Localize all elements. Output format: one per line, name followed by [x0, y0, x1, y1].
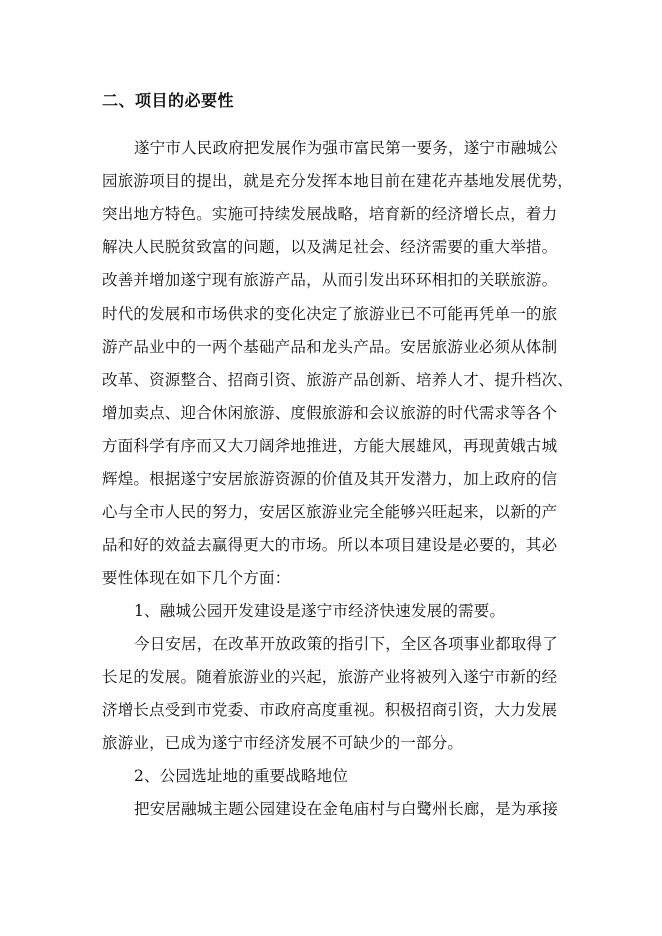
paragraph-line: 游产品业中的一两个基础产品和龙头产品。安居旅游业必须从体制 — [102, 338, 558, 356]
paragraph-line: 济增长点受到市党委、市政府高度重视。积极招商引资，大力发展 — [102, 701, 558, 719]
paragraph-line: 遂宁市人民政府把发展作为强市富民第一要务，遂宁市融城公 — [134, 139, 558, 157]
paragraph-line: 改革、资源整合、招商引资、旅游产品创新、培养人才、提升档次、 — [102, 371, 574, 389]
paragraph-line: 长足的发展。随着旅游业的兴起，旅游产业将被列入遂宁市新的经 — [102, 668, 558, 686]
paragraph-line: 突出地方特色。实施可持续发展战略，培育新的经济增长点，着力 — [102, 205, 558, 223]
paragraph-line: 今日安居，在改革开放政策的指引下，全区各项事业都取得了 — [134, 635, 558, 653]
paragraph-line: 要性体现在如下几个方面： — [102, 569, 291, 587]
list-item-heading: 2、公园选址地的重要战略地位 — [134, 767, 349, 785]
paragraph-line: 辉煌。根据遂宁安居旅游资源的价值及其开发潜力，加上政府的信 — [102, 470, 558, 488]
paragraph-line: 方面科学有序而又大刀阔斧地推进，方能大展雄风，再现黄娥古城 — [102, 437, 558, 455]
paragraph-line: 时代的发展和市场供求的变化决定了旅游业已不可能再凭单一的旅 — [102, 305, 558, 323]
paragraph-line: 增加卖点、迎合休闲旅游、度假旅游和会议旅游的时代需求等各个 — [102, 404, 558, 422]
paragraph-line: 把安居融城主题公园建设在金龟庙村与白鹭州长廊，是为承接 — [134, 800, 558, 818]
paragraph-line: 心与全市人民的努力，安居区旅游业完全能够兴旺起来，以新的产 — [102, 503, 558, 521]
paragraph-line: 改善并增加遂宁现有旅游产品，从而引发出环环相扣的关联旅游。 — [102, 271, 558, 289]
section-heading: 二、项目的必要性 — [102, 91, 235, 110]
paragraph-line: 品和好的效益去赢得更大的市场。所以本项目建设是必要的，其必 — [102, 536, 558, 554]
paragraph-line: 旅游业，已成为遂宁市经济发展不可缺少的一部分。 — [102, 734, 464, 752]
list-item-heading: 1、融城公园开发建设是遂宁市经济快速发展的需要。 — [134, 602, 506, 620]
paragraph-line: 解决人民脱贫致富的问题，以及满足社会、经济需要的重大举措。 — [102, 238, 558, 256]
paragraph-line: 园旅游项目的提出，就是充分发挥本地目前在建花卉基地发展优势， — [102, 172, 574, 190]
